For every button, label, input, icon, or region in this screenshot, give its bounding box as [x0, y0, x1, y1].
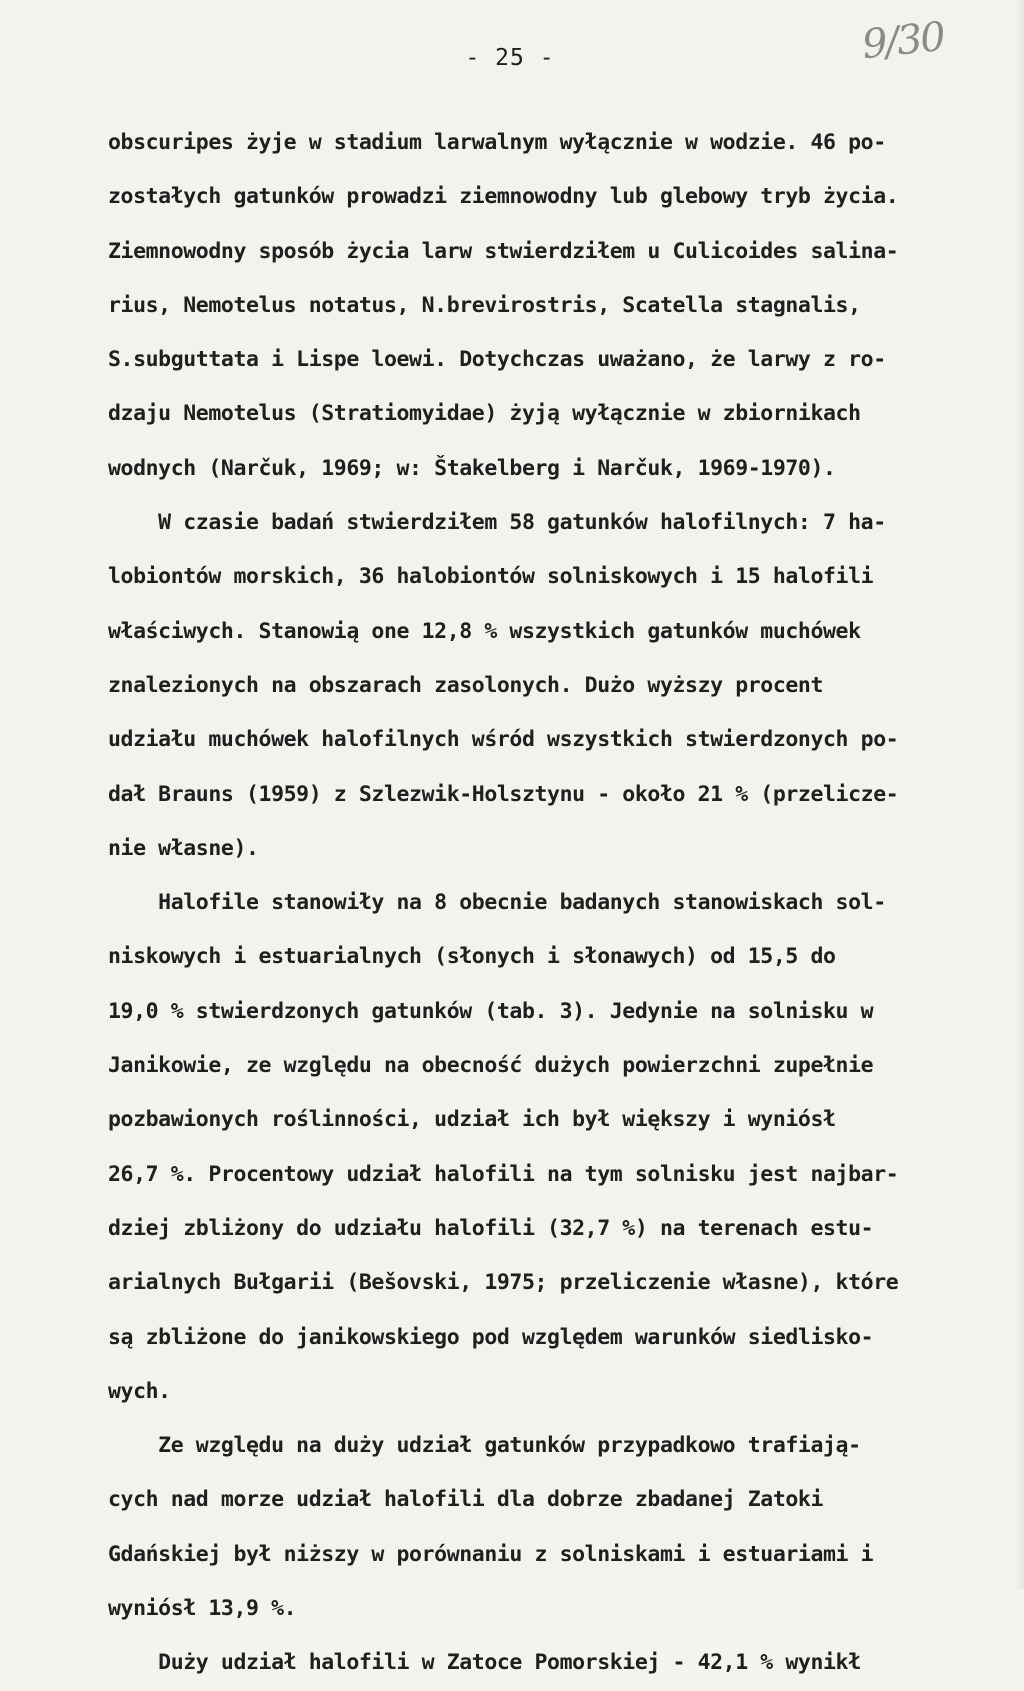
- text-body: [108, 116, 988, 1691]
- text-line: W czasie badań stwierdziłem 58 gatunków halofilnych: 7 ha-: [108, 510, 886, 536]
- text-line: 26,7 %. Procentowy udział halofili na tym solnisku jest najbar-: [108, 1161, 899, 1187]
- text-line: cych nad morze udział halofili dla dobrze zbadanej Zatoki: [108, 1487, 824, 1513]
- text-line: Ziemnowodny sposób życia larw stwierdziłem u Culicoides salina-: [108, 238, 899, 264]
- text-line: Janikowie, ze względu na obecność dużych powierzchni zupełnie: [108, 1053, 874, 1079]
- text-line: Ze względu na duży udział gatunków przypadkowo trafiają-: [108, 1433, 861, 1459]
- text-line: arialnych Bułgarii (Bešovski, 1975; przeliczenie własne), które: [108, 1270, 899, 1296]
- text-line: dziej zbliżony do udziału halofili (32,7 %) na terenach estu-: [108, 1215, 874, 1241]
- text-line: nie własne).: [108, 835, 259, 861]
- text-line: Gdańskiej był niższy w porównaniu z solniskami i estuariami i: [108, 1541, 874, 1567]
- text-line: Halofile stanowiły na 8 obecnie badanych stanowiskach sol-: [108, 890, 886, 916]
- text-line: niskowych i estuarialnych (słonych i słonawych) od 15,5 do: [108, 944, 836, 970]
- text-line: znalezionych na obszarach zasolonych. Dużo wyższy procent: [108, 672, 824, 698]
- text-line: rius, Nemotelus notatus, N.brevirostris, Scatella stagnalis,: [108, 292, 861, 318]
- text-line: wodnych (Narčuk, 1969; w: Štakelberg i Narčuk, 1969-1970).: [108, 455, 836, 481]
- text-line: wych.: [108, 1378, 171, 1404]
- text-line: 19,0 % stwierdzonych gatunków (tab. 3). Jedynie na solnisku w: [108, 998, 874, 1024]
- page-edge-shadow: [1014, 0, 1024, 1589]
- text-line: zostałych gatunków prowadzi ziemnowodny lub glebowy tryb życia.: [108, 184, 899, 210]
- text-line: lobiontów morskich, 36 halobiontów solniskowych i 15 halofili: [108, 564, 874, 590]
- page-number: - 25 -: [465, 45, 555, 71]
- text-line: obscuripes żyje w stadium larwalnym wyłącznie w wodzie. 46 po-: [108, 130, 886, 155]
- text-line: wyniósł 13,9 %.: [108, 1596, 297, 1622]
- text-line: dzaju Nemotelus (Stratiomyidae) żyją wyłącznie w zbiornikach: [108, 401, 861, 427]
- text-line: dał Brauns (1959) z Szlezwik-Holsztynu - około 21 % (przelicze-: [108, 781, 899, 807]
- text-line: Duży udział halofili w Zatoce Pomorskiej - 42,1 % wynikł: [108, 1650, 861, 1676]
- text-line: S.subguttata i Lispe loewi. Dotychczas uważano, że larwy z ro-: [108, 347, 886, 373]
- text-line: właściwych. Stanowią one 12,8 % wszystkich gatunków muchówek: [108, 618, 861, 644]
- text-line: są zbliżone do janikowskiego pod względem warunków siedlisko-: [108, 1324, 874, 1350]
- archive-handwritten-mark: 9/30: [859, 13, 947, 69]
- text-line: udziału muchówek halofilnych wśród wszystkich stwierdzonych po-: [108, 727, 899, 753]
- text-line: pozbawionych roślinności, udział ich był większy i wyniósł: [108, 1107, 836, 1133]
